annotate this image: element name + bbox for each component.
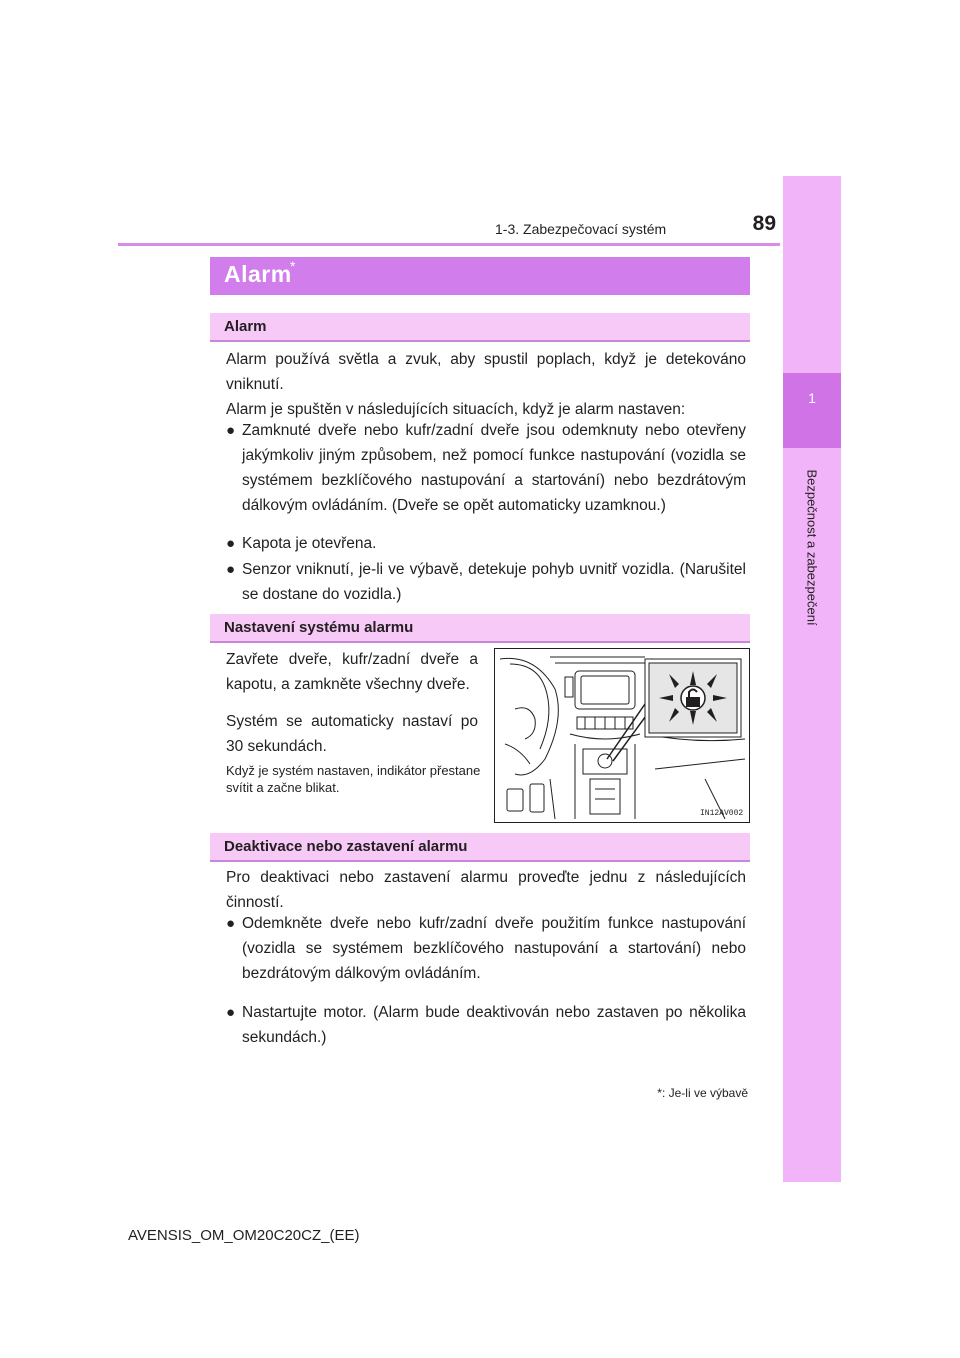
header-rule <box>118 243 780 246</box>
bullet-icon: ● <box>226 422 236 439</box>
chapter-title: Bezpečnost a zabezpečení <box>804 469 820 626</box>
section-heading-setting: Nastavení systému alarmu <box>210 614 750 643</box>
bullet-icon: ● <box>226 1004 236 1021</box>
bullet-icon: ● <box>226 561 236 578</box>
section-heading-deactivation: Deaktivace nebo zastavení alarmu <box>210 833 750 862</box>
dashboard-illustration <box>494 648 750 823</box>
bullet-icon: ● <box>226 915 236 932</box>
chapter-side-tab <box>783 176 841 1182</box>
deactivation-intro: Pro deaktivaci nebo zastavení alarmu proveďte jednu z následujících činností. <box>226 869 746 911</box>
footnote-text: : Je-li ve výbavě <box>661 1086 748 1100</box>
alarm-trigger-intro: Alarm je spuštěn v následujících situacích, když je alarm nastaven: <box>226 401 686 418</box>
alarm-intro: Alarm používá světla a zvuk, aby spustil poplach, když je detekováno vniknutí. <box>226 351 746 393</box>
setting-note: Když je systém nastaven, indikátor přestane svítit a začne blikat. <box>226 763 481 795</box>
footnote <box>600 1086 748 1100</box>
document-code: AVENSIS_OM_OM20C20CZ_(EE) <box>128 1227 360 1244</box>
illustration-code: IN12AV002 <box>700 809 744 818</box>
setting-instruction: Zavřete dveře, kufr/zadní dveře a kapotu, a zamkněte všechny dveře. <box>226 651 478 693</box>
list-item: ● Senzor vniknutí, je-li ve výbavě, detekuje pohyb uvnitř vozidla. (Narušitel se dostane do vozidla.) <box>226 557 746 607</box>
section-heading-alarm: Alarm <box>210 313 750 342</box>
bullet-icon: ● <box>226 535 236 552</box>
page-number: 89 <box>752 212 776 235</box>
list-item: ● Zamknuté dveře nebo kufr/zadní dveře jsou odemknuty nebo otevřeny jakýmkoliv jiným způsobem, než pomocí funkce nastupování (vozidla se systémem bezklíčového nastupování a startování) nebo bezdrátovým dálkovým ovládáním. (Dveře se opět automaticky uzamknou.) <box>226 418 746 518</box>
chapter-number: 1 <box>808 390 816 406</box>
footnote-mark: * <box>657 1086 662 1100</box>
setting-auto-time: Systém se automaticky nastaví po 30 sekundách. <box>226 713 478 755</box>
running-header-section: 1-3. Zabezpečovací systém <box>495 221 667 237</box>
list-item: ● Odemkněte dveře nebo kufr/zadní dveře použitím funkce nastupování (vozidla se systémem bezklíčového nastupování a startování) nebo bezdrátovým dálkovým ovládáním. <box>226 911 746 986</box>
page-title: Alarm <box>224 261 292 287</box>
dashboard-drawing <box>495 649 750 823</box>
list-item: ● Kapota je otevřena. <box>226 531 746 556</box>
page-title-bar <box>210 257 750 295</box>
list-item: ● Nastartujte motor. (Alarm bude deaktivován nebo zastaven po několika sekundách.) <box>226 1000 746 1050</box>
optional-equipment-mark: * <box>290 258 296 274</box>
chapter-side-tab-active <box>783 373 841 448</box>
